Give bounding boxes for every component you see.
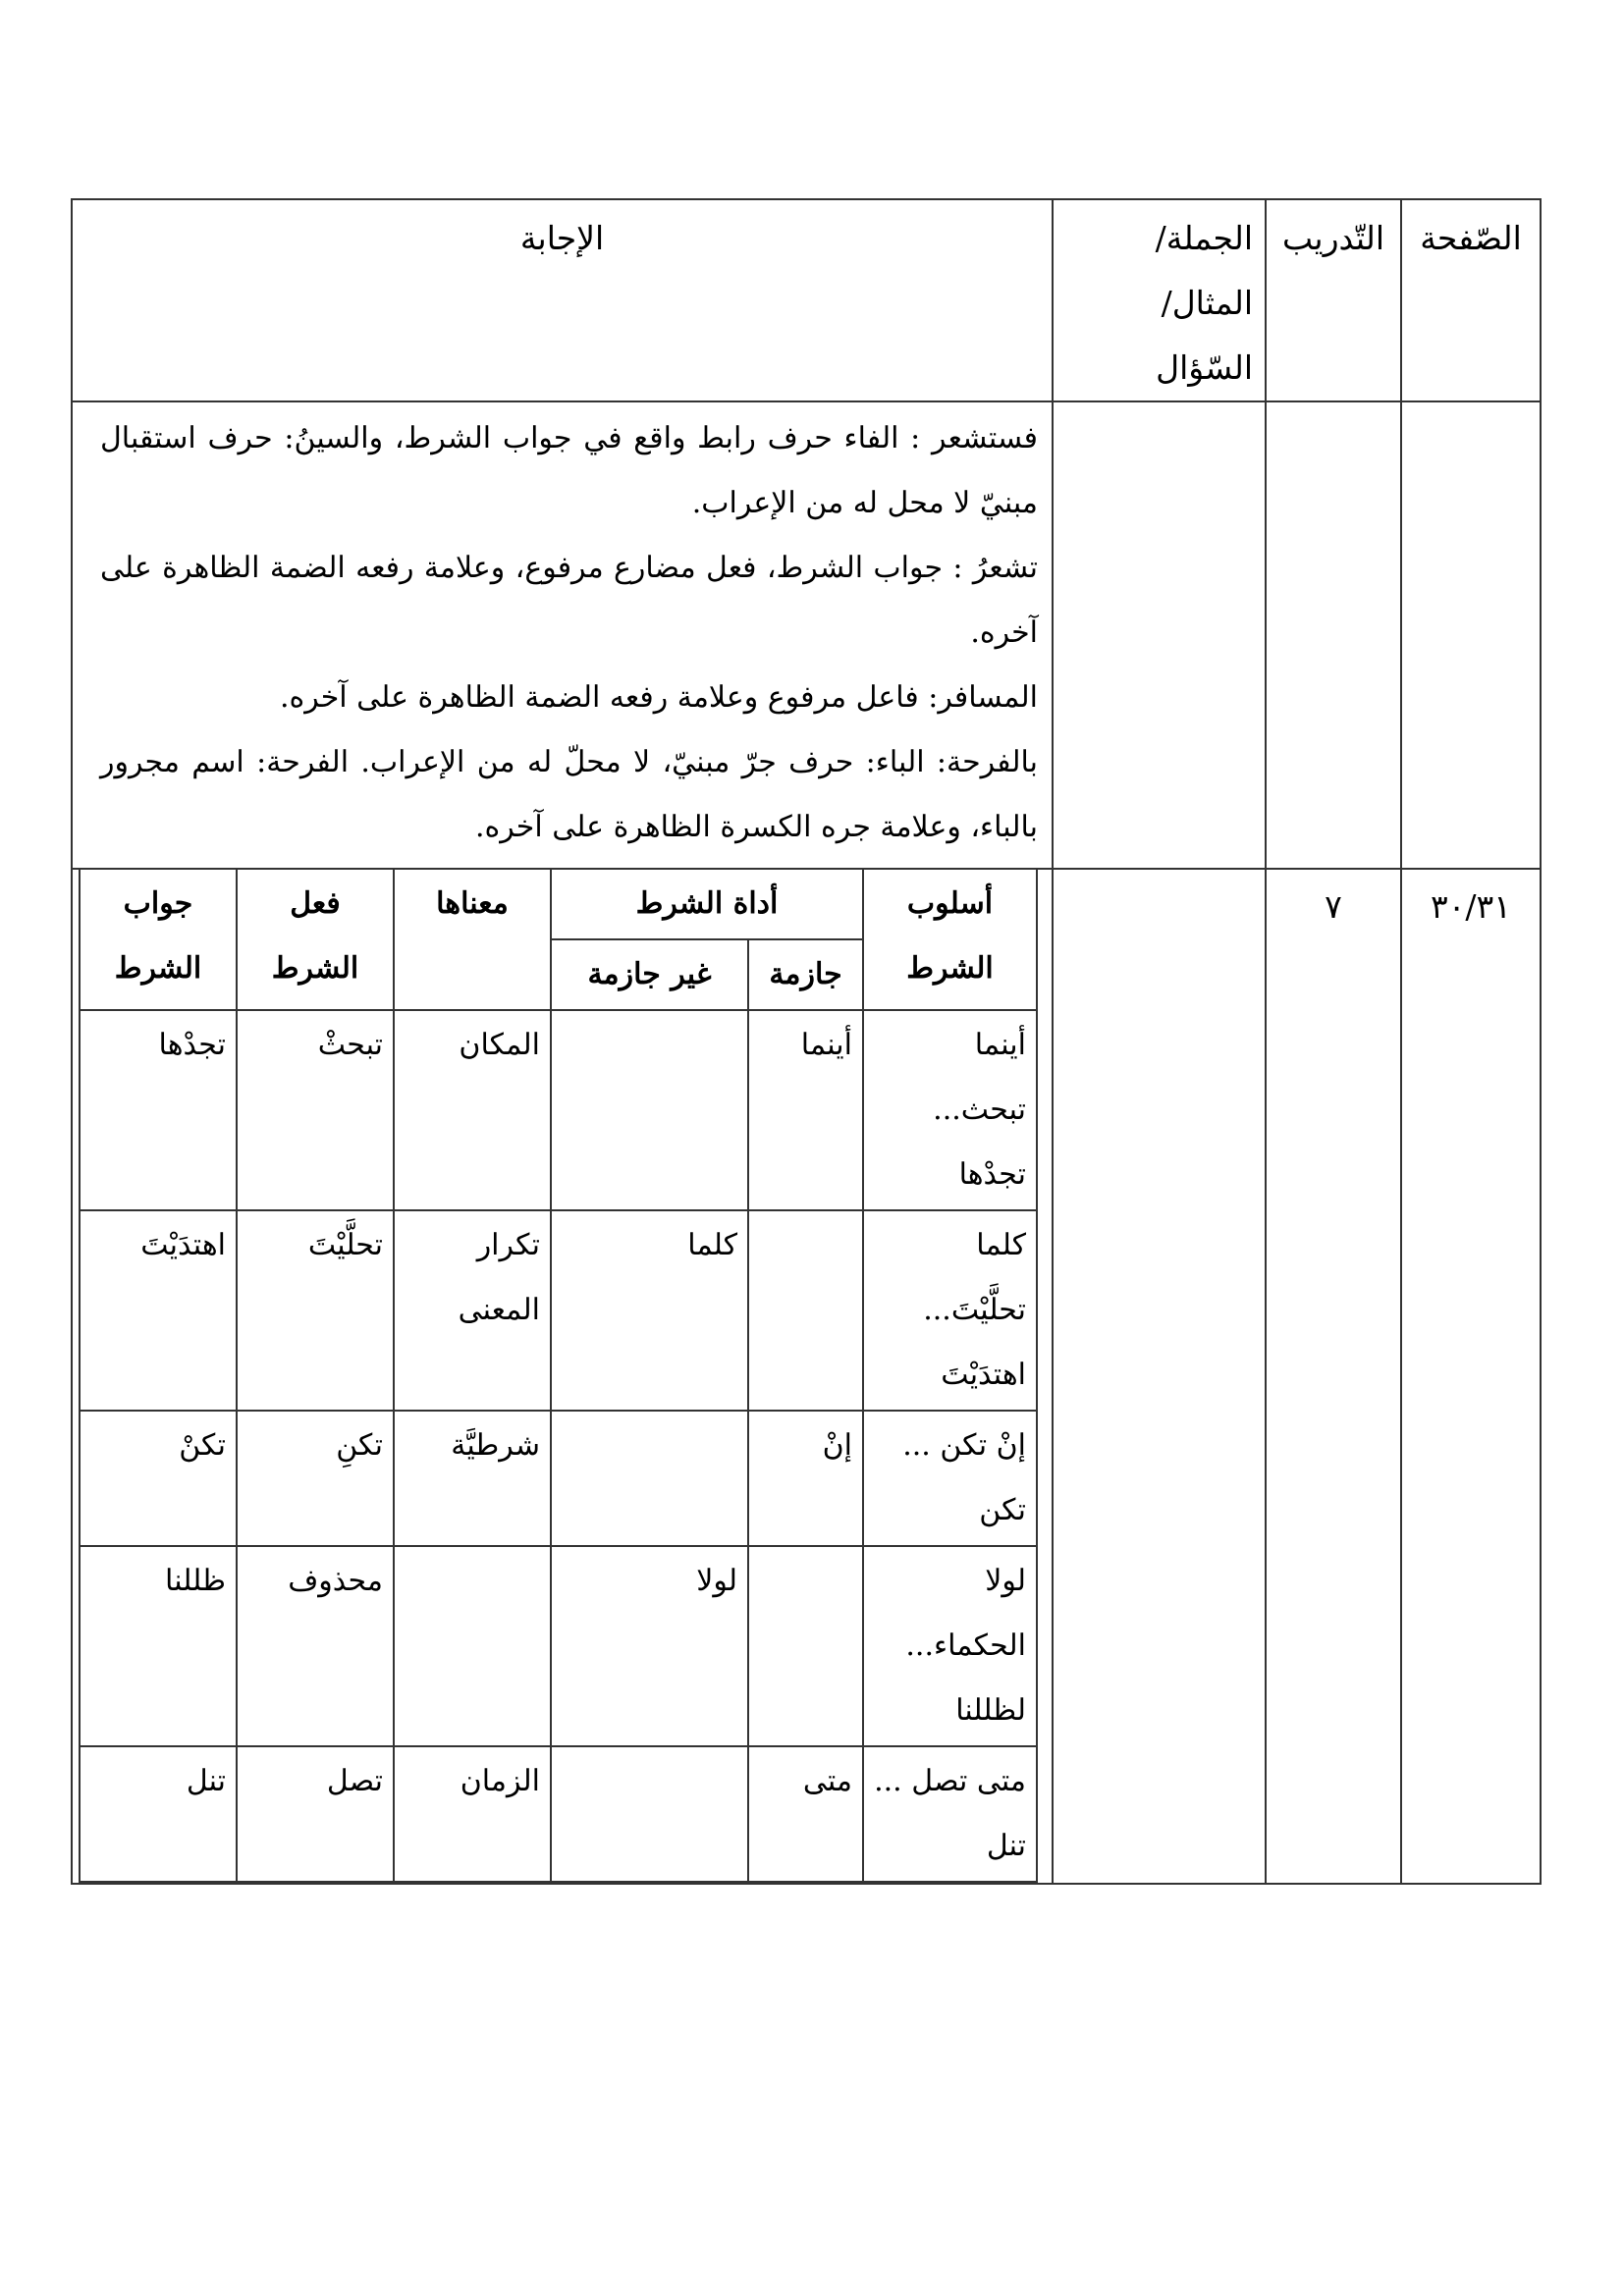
answer-row-page bbox=[1401, 401, 1541, 869]
cell-meaning: شرطيَّة bbox=[394, 1411, 551, 1546]
answer-row bbox=[72, 401, 1541, 869]
answer-line: فستشعر : الفاء حرف رابط واقع في جواب الشرط، والسينُ: حرف استقبال مبنيّ لا محل له من الإعراب. bbox=[100, 421, 1038, 520]
cell-style: لولا الحكماء... لظللنا bbox=[863, 1546, 1037, 1746]
table-row bbox=[80, 1746, 1037, 1882]
cell-style: كلما تحلَّيْتَ... اهتدَيْتَ bbox=[863, 1210, 1037, 1411]
cell-style: أينما تبحث... تجدْها bbox=[863, 1010, 1037, 1210]
col-verb: فعل الشرط bbox=[237, 870, 394, 1010]
col-answer: جواب الشرط bbox=[80, 870, 237, 1010]
answer-line: تشعرُ : جواب الشرط، فعل مضارع مرفوع، وعلامة رفعه الضمة الظاهرة على آخره. bbox=[100, 551, 1038, 650]
exercise-table bbox=[71, 198, 1542, 1885]
cell-verb: تحلَّيْتَ bbox=[237, 1210, 394, 1411]
table-row bbox=[80, 1210, 1037, 1411]
cell-ghair-jazima: كلما bbox=[551, 1210, 748, 1411]
cell-jazima: إنْ bbox=[748, 1411, 863, 1546]
row-page-number: ٣٠/٣١ bbox=[1401, 869, 1541, 1884]
cell-ghair-jazima: لولا bbox=[551, 1546, 748, 1746]
cell-jazima bbox=[748, 1210, 863, 1411]
table-row bbox=[80, 1546, 1037, 1746]
cell-jazima bbox=[748, 1546, 863, 1746]
cell-meaning: المكان bbox=[394, 1010, 551, 1210]
answer-line: بالفرحة: الباء: حرف جرّ مبنيّ، لا محلّ له من الإعراب. الفرحة: اسم مجرور بالباء، وعلامة جره الكسرة الظاهرة على آخره. bbox=[100, 745, 1038, 844]
col-tool: أداة الشرط bbox=[551, 870, 863, 939]
cell-verb: محذوف bbox=[237, 1546, 394, 1746]
header-sentence: الجملة/ المثال/السّؤال bbox=[1053, 199, 1266, 401]
cell-answer: تجدْها bbox=[80, 1010, 237, 1210]
col-meaning: معناها bbox=[394, 870, 551, 1010]
cell-verb: تبحثْ bbox=[237, 1010, 394, 1210]
row-exercise-number: ٧ bbox=[1266, 869, 1401, 1884]
col-ghair-jazima: غير جازمة bbox=[551, 939, 748, 1010]
header-exercise: التّدريب bbox=[1266, 199, 1401, 401]
answer-text bbox=[72, 401, 1053, 869]
row-sentence bbox=[1053, 869, 1266, 1884]
cell-ghair-jazima bbox=[551, 1411, 748, 1546]
cell-ghair-jazima bbox=[551, 1746, 748, 1882]
cell-jazima: أينما bbox=[748, 1010, 863, 1210]
cell-answer: تنل bbox=[80, 1746, 237, 1882]
header-answer: الإجابة bbox=[72, 199, 1053, 401]
answer-line: المسافر: فاعل مرفوع وعلامة رفعه الضمة الظاهرة على آخره. bbox=[279, 680, 1038, 715]
cell-meaning: الزمان bbox=[394, 1746, 551, 1882]
col-style: أسلوب الشرط bbox=[863, 870, 1037, 1010]
header-page: الصّفحة bbox=[1401, 199, 1541, 401]
header-row bbox=[72, 199, 1541, 401]
inner-header-row bbox=[80, 870, 1037, 939]
answer-row-exercise bbox=[1266, 401, 1401, 869]
cell-style: إنْ تكن ... تكن bbox=[863, 1411, 1037, 1546]
table-row bbox=[80, 1010, 1037, 1210]
cell-answer: اهتدَيْتَ bbox=[80, 1210, 237, 1411]
cell-answer: ظللنا bbox=[80, 1546, 237, 1746]
cell-style: متى تصل ... تنل bbox=[863, 1746, 1037, 1882]
cell-verb: تكنِ bbox=[237, 1411, 394, 1546]
col-jazima: جازمة bbox=[748, 939, 863, 1010]
condition-row bbox=[72, 869, 1541, 1884]
cell-meaning: تكرار المعنى bbox=[394, 1210, 551, 1411]
condition-analysis-table bbox=[79, 870, 1038, 1883]
table-row bbox=[80, 1411, 1037, 1546]
answer-row-sentence bbox=[1053, 401, 1266, 869]
cell-meaning bbox=[394, 1546, 551, 1746]
cell-answer: تكنْ bbox=[80, 1411, 237, 1546]
cell-jazima: متى bbox=[748, 1746, 863, 1882]
cell-ghair-jazima bbox=[551, 1010, 748, 1210]
cell-verb: تصل bbox=[237, 1746, 394, 1882]
condition-analysis-cell bbox=[72, 869, 1053, 1884]
